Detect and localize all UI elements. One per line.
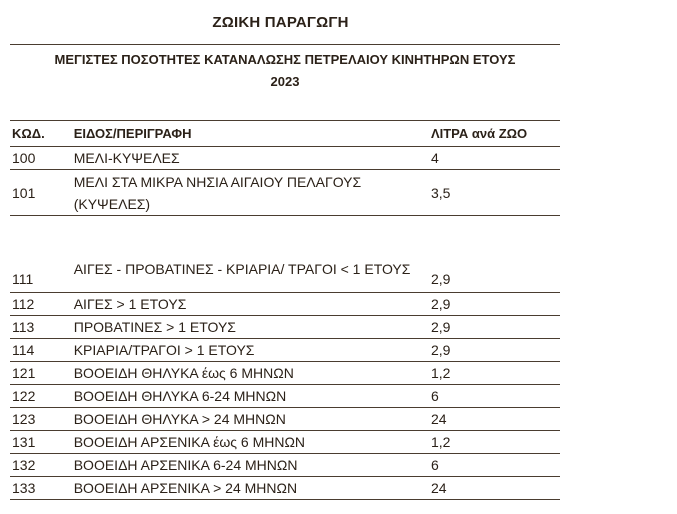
- row-description: ΑΙΓΕΣ - ΠΡΟΒΑΤΙΝΕΣ - ΚΡΙΑΡΙΑ/ ΤΡΑΓΟΙ < 1 ΕΤΟΥΣ: [72, 245, 429, 293]
- row-description: ΚΡΙΑΡΙΑ/ΤΡΑΓΟΙ > 1 ΕΤΟΥΣ: [72, 339, 429, 362]
- row-description: ΒΟΟΕΙΔΗ ΑΡΣΕΝΙΚΑ 6-24 ΜΗΝΩΝ: [72, 454, 429, 477]
- row-description: ΒΟΟΕΙΔΗ ΘΗΛΥΚΑ 6-24 ΜΗΝΩΝ: [72, 385, 429, 408]
- table-row: [10, 385, 560, 408]
- table-row: [10, 431, 560, 454]
- header-code: ΚΩΔ.: [10, 121, 72, 147]
- table-row: [10, 147, 560, 170]
- row-description: ΜΕΛΙ ΣΤΑ ΜΙΚΡΑ ΝΗΣΙΑ ΑΙΓΑΙΟΥ ΠΕΛΑΓΟΥΣ (ΚΥΨΕΛΕΣ): [72, 170, 429, 216]
- header-description: ΕΙΔΟΣ/ΠΕΡΙΓΡΑΦΗ: [72, 121, 429, 147]
- row-code: 122: [10, 385, 72, 408]
- row-liters: 3,5: [429, 170, 560, 216]
- table-row: [10, 245, 560, 293]
- row-description: ΒΟΟΕΙΔΗ ΘΗΛΥΚΑ > 24 ΜΗΝΩΝ: [72, 408, 429, 431]
- row-description: ΜΕΛΙ-ΚΥΨΕΛΕΣ: [72, 147, 429, 170]
- row-code: 121: [10, 362, 72, 385]
- row-code: 123: [10, 408, 72, 431]
- row-liters: 2,9: [429, 245, 560, 293]
- spacer-cell: [429, 216, 560, 246]
- row-code: 113: [10, 316, 72, 339]
- table-row: [10, 477, 560, 500]
- row-liters: 2,9: [429, 293, 560, 316]
- table-spacer-row: [10, 216, 560, 246]
- row-liters: 2,9: [429, 339, 560, 362]
- row-code: 131: [10, 431, 72, 454]
- subtitle-line-1: ΜΕΓΙΣΤΕΣ ΠΟΣΟΤΗΤΕΣ ΚΑΤΑΝΑΛΩΣΗΣ ΠΕΤΡΕΛΑΙΟΥ ΚΙΝΗΤΗΡΩΝ ΕΤΟΥΣ: [54, 52, 516, 67]
- table-row: [10, 408, 560, 431]
- row-description: ΒΟΟΕΙΔΗ ΑΡΣΕΝΙΚΑ έως 6 ΜΗΝΩΝ: [72, 431, 429, 454]
- row-liters: 24: [429, 477, 560, 500]
- row-liters: 24: [429, 408, 560, 431]
- row-code: 132: [10, 454, 72, 477]
- row-description: ΠΡΟΒΑΤΙΝΕΣ > 1 ΕΤΟΥΣ: [72, 316, 429, 339]
- row-code: 133: [10, 477, 72, 500]
- row-description: ΒΟΟΕΙΔΗ ΘΗΛΥΚΑ έως 6 ΜΗΝΩΝ: [72, 362, 429, 385]
- subtitle-line-2: 2023: [270, 74, 300, 89]
- row-liters: 2,9: [429, 316, 560, 339]
- table-subtitle: [10, 44, 560, 93]
- page-title: ΖΩΙΚΗ ΠΑΡΑΓΩΓΗ: [212, 14, 349, 31]
- row-description: ΑΙΓΕΣ > 1 ΕΤΟΥΣ: [72, 293, 429, 316]
- row-liters: 4: [429, 147, 560, 170]
- table-row: [10, 293, 560, 316]
- row-liters: 6: [429, 385, 560, 408]
- table-row: [10, 170, 560, 216]
- row-code: 100: [10, 147, 72, 170]
- row-code: 111: [10, 245, 72, 293]
- table-header-row: [10, 121, 560, 147]
- row-liters: 6: [429, 454, 560, 477]
- header-liters: ΛΙΤΡΑ ανά ΖΩΟ: [429, 121, 560, 147]
- row-liters: 1,2: [429, 431, 560, 454]
- table-row: [10, 339, 560, 362]
- consumption-table: [10, 120, 560, 500]
- row-description: ΒΟΟΕΙΔΗ ΑΡΣΕΝΙΚΑ > 24 ΜΗΝΩΝ: [72, 477, 429, 500]
- table-row: [10, 454, 560, 477]
- table-row: [10, 316, 560, 339]
- spacer-cell: [10, 216, 72, 246]
- spacer-cell: [72, 216, 429, 246]
- row-code: 101: [10, 170, 72, 216]
- table-row: [10, 362, 560, 385]
- row-code: 114: [10, 339, 72, 362]
- row-code: 112: [10, 293, 72, 316]
- row-liters: 1,2: [429, 362, 560, 385]
